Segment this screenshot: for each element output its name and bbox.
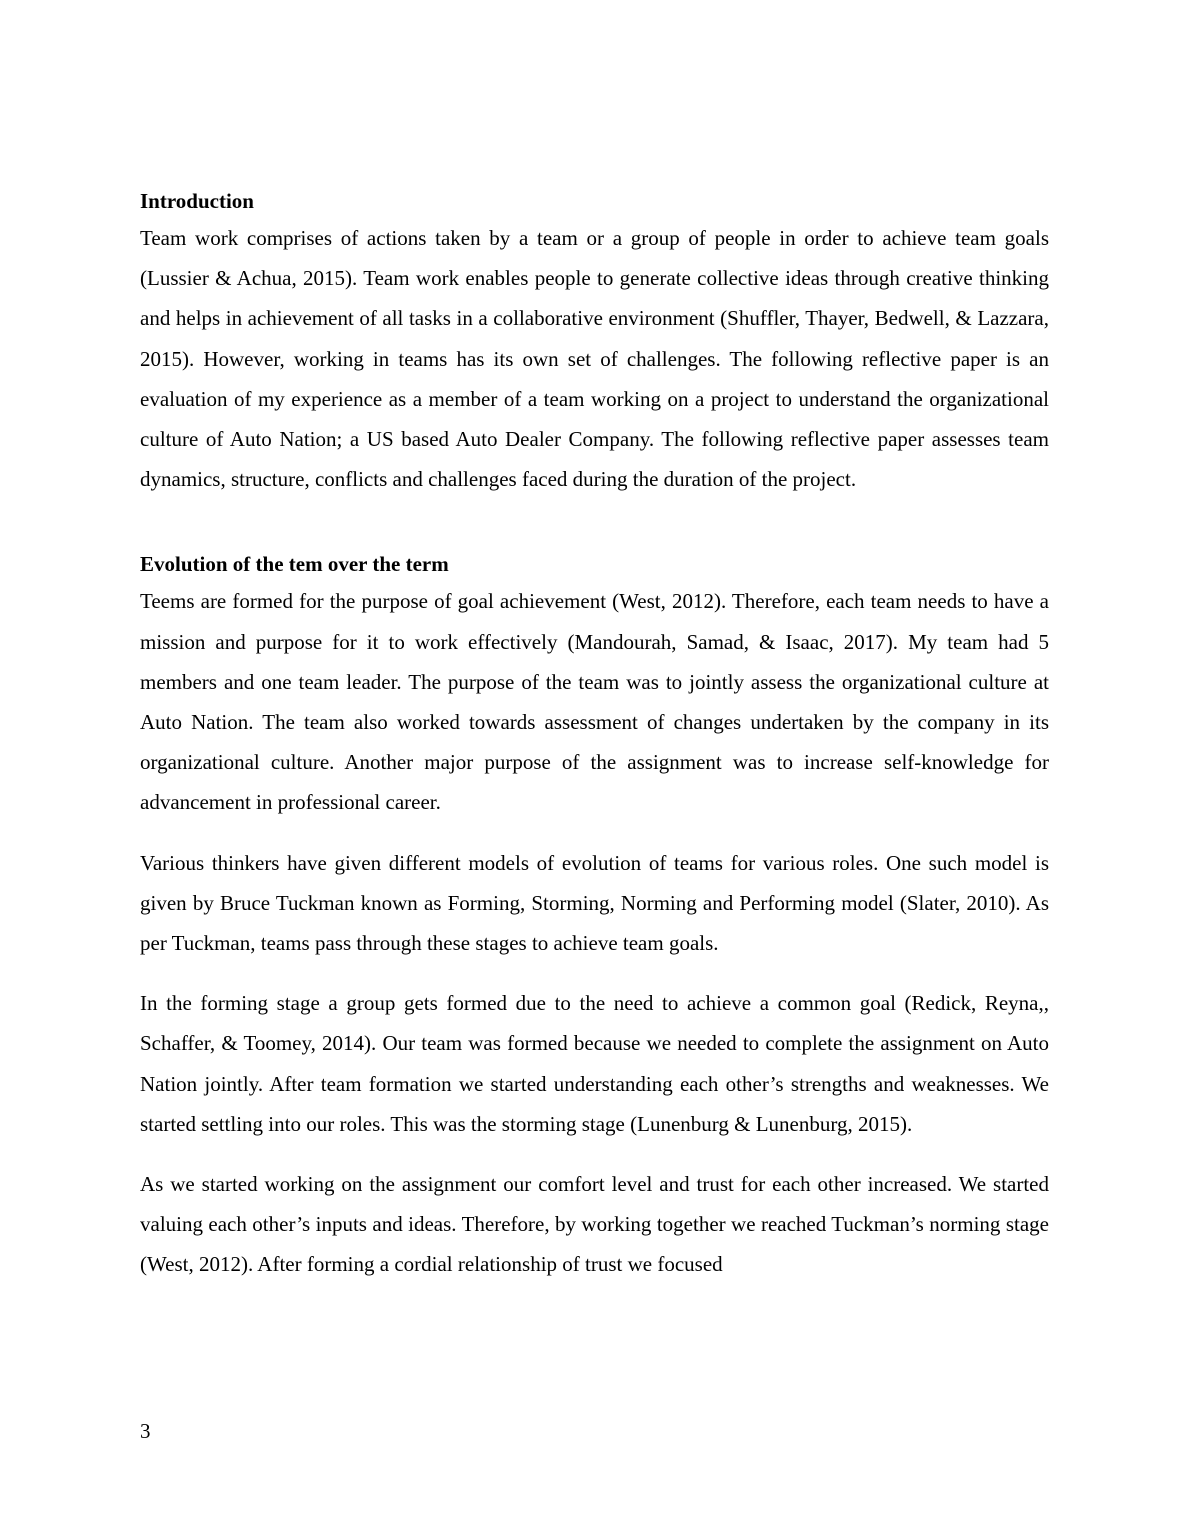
page-number: 3 — [140, 1419, 151, 1443]
paragraph-spacer — [140, 1144, 1049, 1164]
evolution-paragraph-1: Teems are formed for the purpose of goal achievement (West, 2012). Therefore, each team needs to have a mission and purpose for it to work effectively (Mandourah, Samad, & Isaac, 2017). My team had 5 members and one team leader. The purpose of the team was to jointly assess the organizational culture at Auto Nation. The team also worked towards assessment of changes undertaken by the company in its organizational culture. Another major purpose of the assignment was to increase self-knowledge for advancement in professional career. — [140, 589, 1049, 815]
section-heading-evolution: Evolution of the tem over the term — [140, 552, 449, 577]
evolution-paragraph-3: In the forming stage a group gets formed due to the need to achieve a common goal (Redick, Reyna,, Schaffer, & Toomey, 2014). Our team was formed because we needed to complete the assignment on Auto Nation jointly. After team formation we started understanding each other’s strengths and weaknesses. We started settling into our roles. This was the storming stage (Lunenburg & Lunenburg, 2015). — [140, 991, 1049, 1136]
paragraph-spacer — [140, 823, 1049, 843]
evolution-paragraph-4: As we started working on the assignment our comfort level and trust for each other increased. We started valuing each other’s inputs and ideas. Therefore, by working together we reached Tuckman’s norming stage (West, 2012). After forming a cordial relationship of trust we focused — [140, 1172, 1049, 1277]
section-spacer — [140, 499, 1049, 547]
paragraph-spacer — [140, 963, 1049, 983]
page-body — [140, 184, 1049, 1285]
introduction-paragraph: Team work comprises of actions taken by a team or a group of people in order to achieve team goals (Lussier & Achua, 2015). Team work enables people to generate collective ideas through creative thinking and helps in achievement of all tasks in a collaborative environment (Shuffler, Thayer, Bedwell, & Lazzara, 2015). However, working in teams has its own set of challenges. The following reflective paper is an evaluation of my experience as a member of a team working on a project to understand the organizational culture of Auto Nation; a US based Auto Dealer Company. The following reflective paper assesses team dynamics, structure, conflicts and challenges faced during the duration of the project. — [140, 226, 1049, 492]
section-heading-introduction: Introduction — [140, 189, 254, 213]
evolution-paragraph-2: Various thinkers have given different models of evolution of teams for various roles. One such model is given by Bruce Tuckman known as Forming, Storming, Norming and Performing model (Slater, 2010). As per Tuckman, teams pass through these stages to achieve team goals. — [140, 850, 1049, 956]
